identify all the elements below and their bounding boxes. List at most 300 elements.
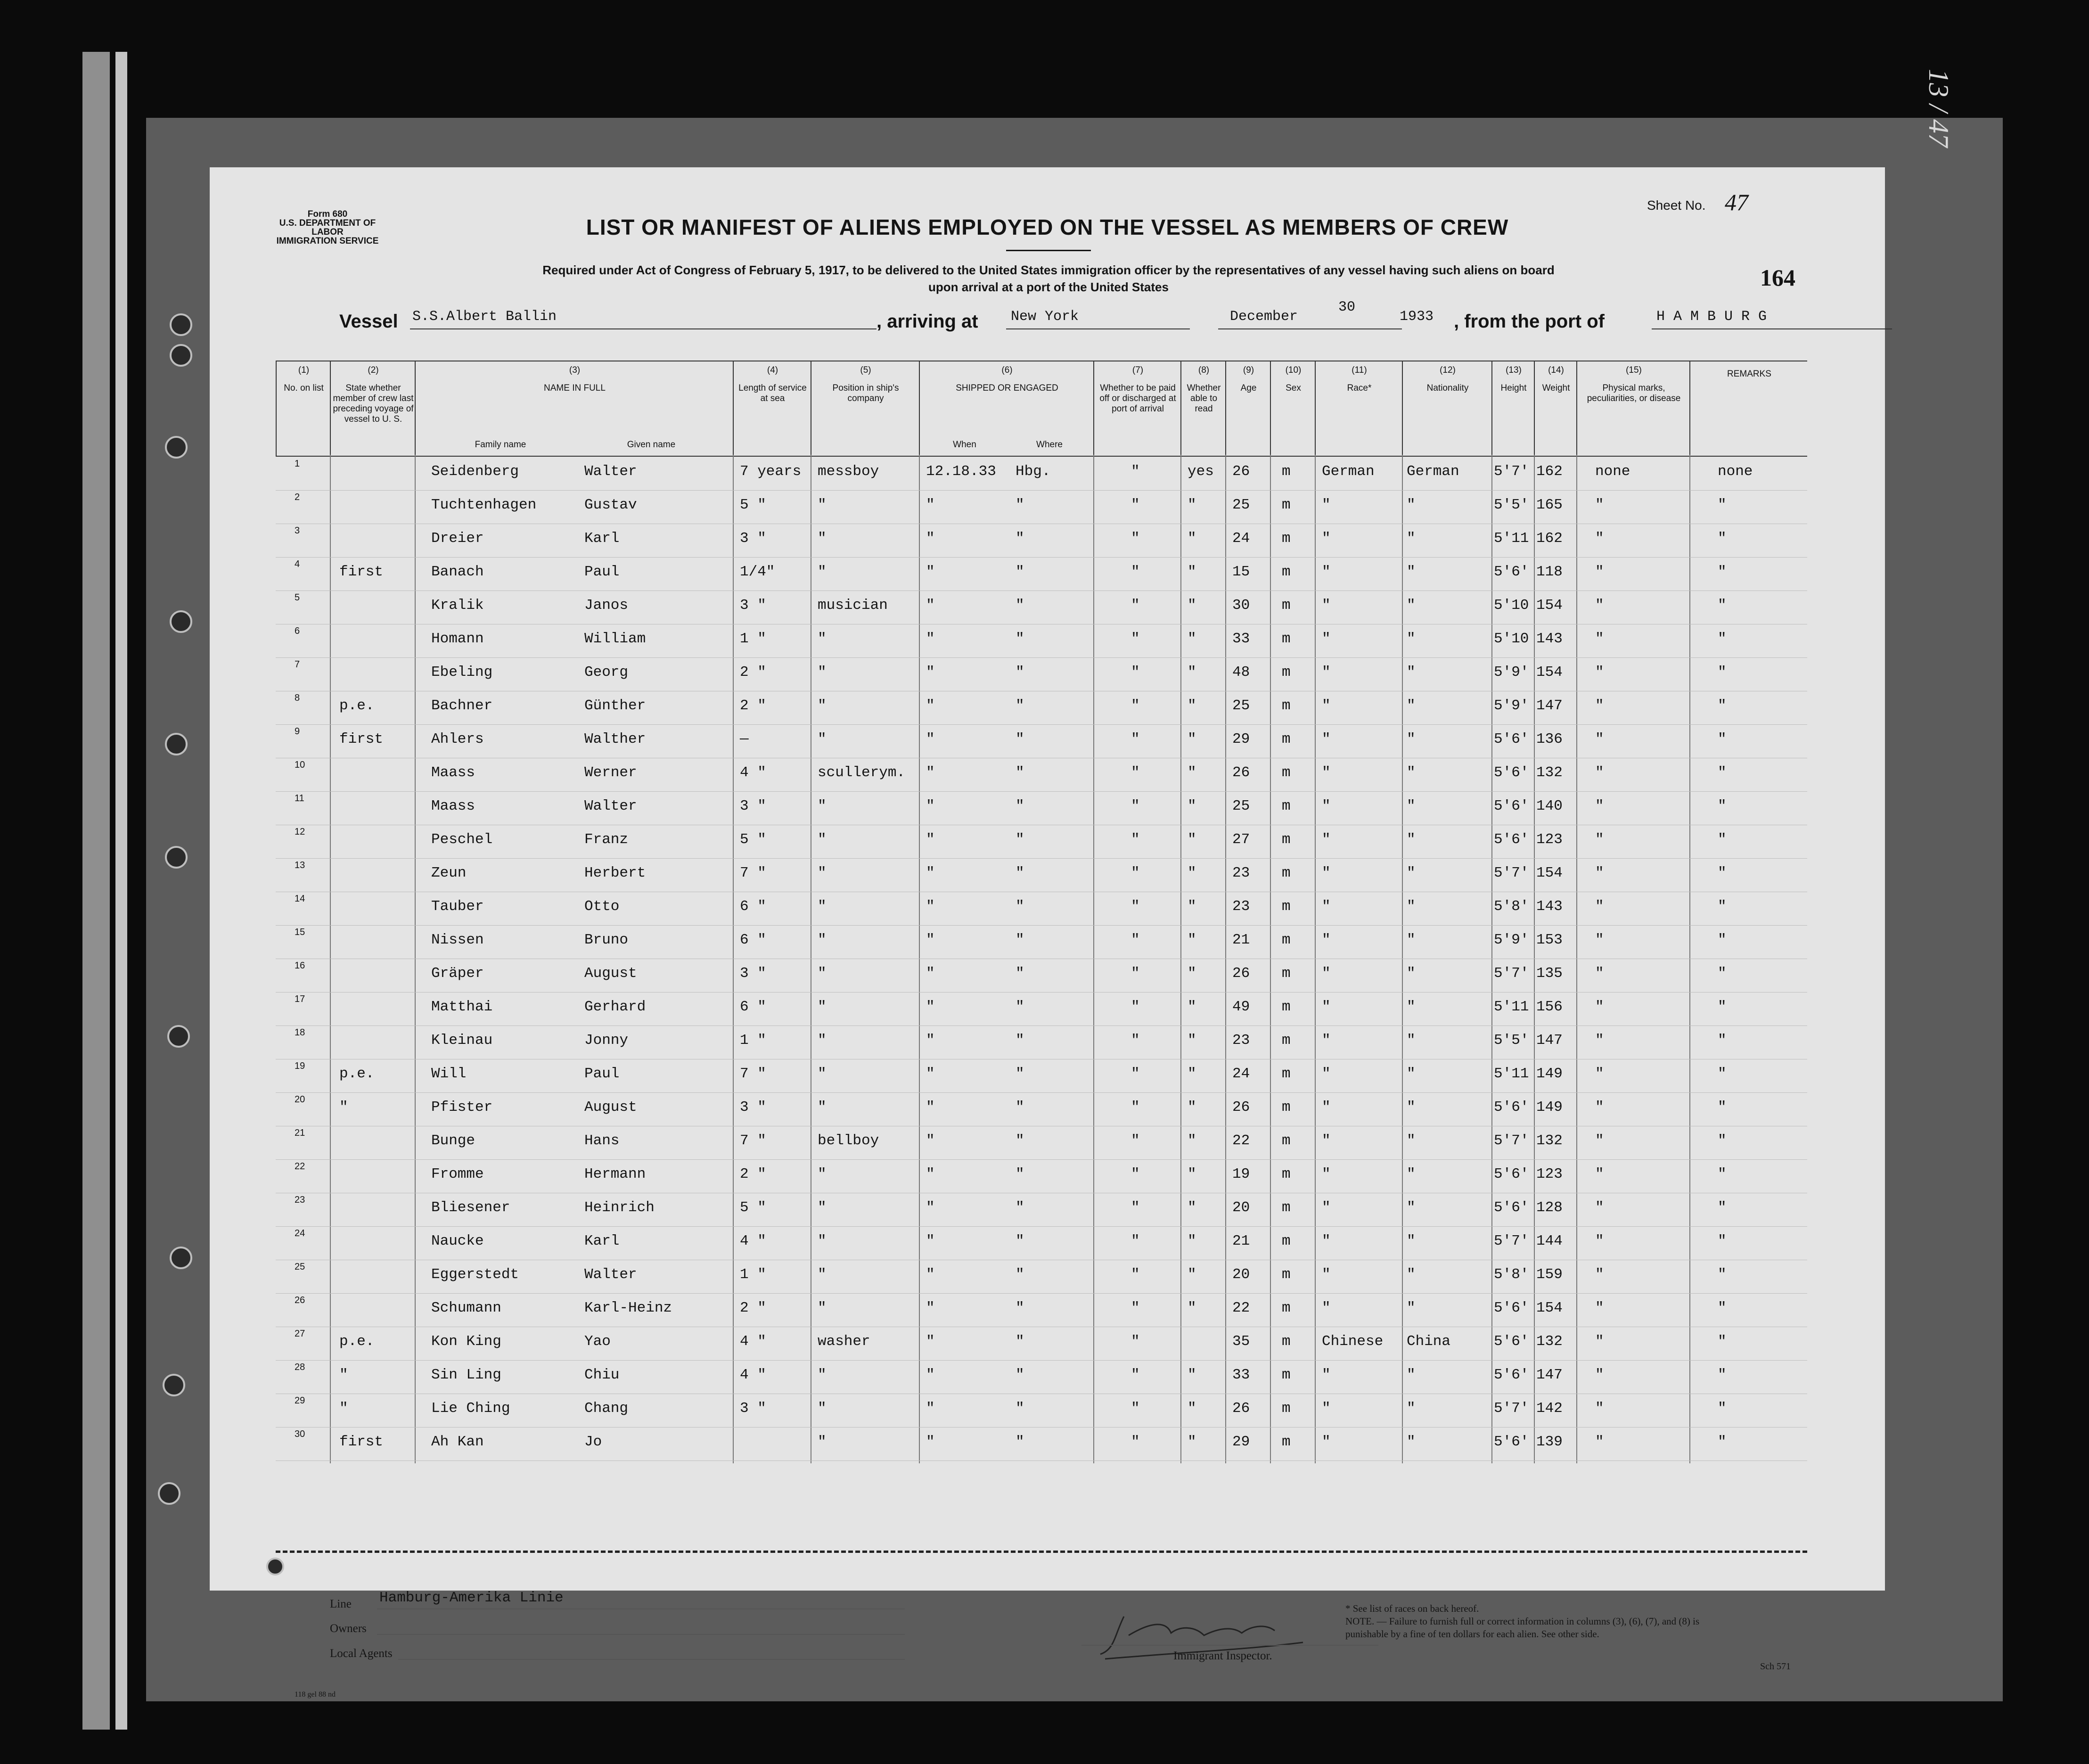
shipped-where-cell: " <box>1016 1400 1024 1417</box>
shipped-when-cell: " <box>926 564 935 580</box>
length-of-service-cell: 2 " <box>740 664 766 681</box>
age-cell: 25 <box>1232 697 1250 714</box>
sex-cell: m <box>1282 564 1291 580</box>
weight-cell: 154 <box>1536 1300 1563 1316</box>
nationality-cell: " <box>1407 1166 1416 1182</box>
paid-off-cell: " <box>1131 798 1140 814</box>
given-name-cell: Otto <box>584 898 620 915</box>
paid-off-cell: " <box>1131 597 1140 614</box>
age-cell: 26 <box>1232 764 1250 781</box>
weight-cell: 143 <box>1536 898 1563 915</box>
remarks-cell: " <box>1718 764 1727 781</box>
paid-off-cell: " <box>1131 1099 1140 1116</box>
height-cell: 5'11 <box>1494 1066 1529 1082</box>
table-header <box>276 361 1807 457</box>
remarks-cell: " <box>1718 631 1727 647</box>
height-cell: 5'7' <box>1494 1400 1529 1417</box>
sex-cell: m <box>1282 1166 1291 1182</box>
shipped-where-cell: " <box>1016 1300 1024 1316</box>
row-number-cell: 7 <box>295 659 300 670</box>
family-name-cell: Nissen <box>431 932 484 948</box>
shipped-where-cell: " <box>1016 497 1024 513</box>
punch-hole <box>165 436 188 459</box>
weight-cell: 154 <box>1536 664 1563 681</box>
table-row <box>276 589 1807 624</box>
race-cell: Chinese <box>1322 1333 1384 1350</box>
age-cell: 19 <box>1232 1166 1250 1182</box>
nationality-cell: China <box>1407 1333 1451 1350</box>
paid-off-cell: " <box>1131 1367 1140 1383</box>
given-name-cell: Franz <box>584 831 629 848</box>
family-name-cell: Maass <box>431 764 475 781</box>
race-cell: " <box>1322 1066 1331 1082</box>
height-cell: 5'11 <box>1494 530 1529 547</box>
row-number-cell: 29 <box>295 1395 305 1406</box>
family-name-cell: Seidenberg <box>431 463 519 480</box>
physical-marks-cell: " <box>1595 1266 1604 1283</box>
arrival-underline <box>1006 328 1190 329</box>
shipped-where-cell: " <box>1016 697 1024 714</box>
paid-off-cell: " <box>1131 999 1140 1015</box>
able-to-read-cell: " <box>1188 1300 1196 1316</box>
shipped-where-cell: " <box>1016 898 1024 915</box>
arrival-year: 1933 <box>1400 309 1434 325</box>
shipped-where-cell: " <box>1016 1367 1024 1383</box>
remarks-cell: " <box>1718 697 1727 714</box>
height-cell: 5'7' <box>1494 1233 1529 1249</box>
family-name-cell: Ahlers <box>431 731 484 747</box>
remarks-cell: " <box>1718 497 1727 513</box>
position-cell: " <box>818 1300 827 1316</box>
race-cell: " <box>1322 1199 1331 1216</box>
weight-cell: 149 <box>1536 1066 1563 1082</box>
physical-marks-cell: " <box>1595 530 1604 547</box>
race-cell: " <box>1322 631 1331 647</box>
shipped-where-cell: " <box>1016 1333 1024 1350</box>
paid-off-cell: " <box>1131 831 1140 848</box>
from-port-label: , from the port of <box>1454 311 1605 332</box>
height-cell: 5'6' <box>1494 798 1529 814</box>
table-row <box>276 1425 1807 1461</box>
weight-cell: 136 <box>1536 731 1563 747</box>
weight-cell: 156 <box>1536 999 1563 1015</box>
length-of-service-cell: 4 " <box>740 764 766 781</box>
weight-cell: 147 <box>1536 697 1563 714</box>
row-number-cell: 26 <box>295 1295 305 1305</box>
able-to-read-cell: " <box>1188 999 1196 1015</box>
vessel-label: Vessel <box>339 311 398 332</box>
family-name-cell: Zeun <box>431 865 467 881</box>
race-cell: " <box>1322 1233 1331 1249</box>
nationality-cell: " <box>1407 1132 1416 1149</box>
position-cell: " <box>818 932 827 948</box>
length-of-service-cell: 1 " <box>740 1266 766 1283</box>
length-of-service-cell: 2 " <box>740 1166 766 1182</box>
nationality-cell: " <box>1407 1266 1416 1283</box>
vessel-name: S.S.Albert Ballin <box>412 309 557 325</box>
remarks-cell: " <box>1718 1099 1727 1116</box>
paid-off-cell: " <box>1131 564 1140 580</box>
given-name-cell: Janos <box>584 597 629 614</box>
race-cell: " <box>1322 965 1331 982</box>
weight-cell: 162 <box>1536 463 1563 480</box>
header-number: (1) <box>298 365 310 375</box>
length-of-service-cell: 6 " <box>740 999 766 1015</box>
able-to-read-cell: " <box>1188 1400 1196 1417</box>
subtitle-line-1: Required under Act of Congress of February 5, 1917, to be delivered to the United States immigration officer by the representatives of any vessel having such aliens on board <box>542 263 1555 277</box>
race-cell: " <box>1322 731 1331 747</box>
sheet-number-label: Sheet No. <box>1647 198 1706 213</box>
line-label: Line <box>330 1598 352 1610</box>
header-label: Whether to be paid off or discharged at port of arrival <box>1099 383 1176 414</box>
header-label: State whether member of crew last preceding voyage of vessel to U. S. <box>333 383 414 424</box>
position-cell: " <box>818 530 827 547</box>
able-to-read-cell: " <box>1188 865 1196 881</box>
age-cell: 29 <box>1232 731 1250 747</box>
length-of-service-cell: 4 " <box>740 1367 766 1383</box>
given-name-cell: William <box>584 631 646 647</box>
row-number-cell: 10 <box>295 760 305 770</box>
shipped-where-cell: " <box>1016 664 1024 681</box>
header-col-remarks <box>1689 361 1808 456</box>
remarks-cell: " <box>1718 1266 1727 1283</box>
arrival-port: New York <box>1011 309 1079 325</box>
header-number: (5) <box>860 365 871 375</box>
punch-hole <box>158 1482 180 1505</box>
table-row <box>276 923 1807 959</box>
header-label: Weight <box>1542 383 1570 393</box>
physical-marks-cell: " <box>1595 597 1604 614</box>
remarks-cell: " <box>1718 564 1727 580</box>
physical-marks-cell: " <box>1595 1099 1604 1116</box>
able-to-read-cell: " <box>1188 1434 1196 1450</box>
previous-voyage-cell: first <box>339 1434 384 1450</box>
table-row <box>276 1157 1807 1193</box>
table-row <box>276 1057 1807 1093</box>
remarks-cell: " <box>1718 1333 1727 1350</box>
line-underline <box>377 1608 905 1609</box>
remarks-cell: " <box>1718 664 1727 681</box>
row-number-cell: 11 <box>295 793 304 804</box>
table-row <box>276 622 1807 658</box>
shipped-where-cell: " <box>1016 831 1024 848</box>
paid-off-cell: " <box>1131 731 1140 747</box>
able-to-read-cell: " <box>1188 1066 1196 1082</box>
paid-off-cell: " <box>1131 463 1140 480</box>
age-cell: 23 <box>1232 898 1250 915</box>
height-cell: 5'10 <box>1494 597 1529 614</box>
sex-cell: m <box>1282 1333 1291 1350</box>
shipped-when-cell: " <box>926 697 935 714</box>
race-cell: " <box>1322 999 1331 1015</box>
age-cell: 26 <box>1232 965 1250 982</box>
given-name-cell: Gerhard <box>584 999 646 1015</box>
header-number: (14) <box>1548 365 1564 375</box>
table-row <box>276 1124 1807 1160</box>
position-cell: messboy <box>818 463 879 480</box>
sex-cell: m <box>1282 463 1291 480</box>
position-cell: " <box>818 1032 827 1049</box>
line-value: Hamburg-Amerika Linie <box>379 1590 564 1606</box>
physical-marks-cell: " <box>1595 999 1604 1015</box>
height-cell: 5'6' <box>1494 1434 1529 1450</box>
weight-cell: 159 <box>1536 1266 1563 1283</box>
shipped-when-cell: " <box>926 731 935 747</box>
header-col-10 <box>1270 361 1316 456</box>
header-label: Sex <box>1286 383 1301 393</box>
row-number-cell: 23 <box>295 1195 305 1205</box>
physical-marks-cell: " <box>1595 932 1604 948</box>
weight-cell: 132 <box>1536 764 1563 781</box>
sex-cell: m <box>1282 597 1291 614</box>
sex-cell: m <box>1282 1032 1291 1049</box>
race-cell: " <box>1322 1266 1331 1283</box>
family-name-cell: Will <box>431 1066 467 1082</box>
document-title: LIST OR MANIFEST OF ALIENS EMPLOYED ON THE VESSEL AS MEMBERS OF CREW <box>586 215 1509 239</box>
shipped-when-cell: " <box>926 865 935 881</box>
able-to-read-cell: " <box>1188 697 1196 714</box>
table-row <box>276 756 1807 792</box>
family-name-cell: Eggerstedt <box>431 1266 519 1283</box>
weight-cell: 162 <box>1536 530 1563 547</box>
position-cell: scullerym. <box>818 764 906 781</box>
position-cell: " <box>818 831 827 848</box>
given-name-cell: Bruno <box>584 932 629 948</box>
sex-cell: m <box>1282 697 1291 714</box>
length-of-service-cell: 5 " <box>740 1199 766 1216</box>
paid-off-cell: " <box>1131 865 1140 881</box>
penalty-note: NOTE. — Failure to furnish full or correct information in columns (3), (6), (7), and (8) is punishable by a fine of ten dollars for each alien. See other side. <box>1345 1616 1700 1640</box>
height-cell: 5'6' <box>1494 831 1529 848</box>
table-row <box>276 656 1807 691</box>
height-cell: 5'7' <box>1494 965 1529 982</box>
sex-cell: m <box>1282 798 1291 814</box>
header-number: (11) <box>1352 365 1367 375</box>
previous-voyage-cell: p.e. <box>339 697 375 714</box>
table-row <box>276 990 1807 1026</box>
previous-voyage-cell: " <box>339 1367 348 1383</box>
nationality-cell: " <box>1407 1367 1416 1383</box>
punch-hole <box>170 344 192 367</box>
age-cell: 35 <box>1232 1333 1250 1350</box>
family-name-cell: Pfister <box>431 1099 493 1116</box>
header-col-5 <box>811 361 920 456</box>
race-cell: " <box>1322 865 1331 881</box>
sex-cell: m <box>1282 664 1291 681</box>
family-name-cell: Matthai <box>431 999 493 1015</box>
physical-marks-cell: " <box>1595 865 1604 881</box>
length-of-service-cell: 5 " <box>740 831 766 848</box>
age-cell: 26 <box>1232 1099 1250 1116</box>
height-cell: 5'6' <box>1494 1099 1529 1116</box>
header-col-12 <box>1402 361 1492 456</box>
table-row <box>276 1358 1807 1394</box>
given-name-cell: August <box>584 1099 637 1116</box>
given-name-cell: Hans <box>584 1132 620 1149</box>
family-name-cell: Maass <box>431 798 475 814</box>
previous-voyage-cell: p.e. <box>339 1333 375 1350</box>
shipped-where-cell: " <box>1016 564 1024 580</box>
header-col-9 <box>1225 361 1271 456</box>
length-of-service-cell: 6 " <box>740 898 766 915</box>
table-row <box>276 522 1807 558</box>
given-name-cell: Herbert <box>584 865 646 881</box>
title-underline <box>1006 250 1091 251</box>
shipped-when-cell: " <box>926 664 935 681</box>
remarks-cell: " <box>1718 1434 1727 1450</box>
header-col-6 <box>919 361 1094 456</box>
age-cell: 26 <box>1232 1400 1250 1417</box>
able-to-read-cell: " <box>1188 1166 1196 1182</box>
table-row <box>276 555 1807 591</box>
length-of-service-cell: 5 " <box>740 497 766 513</box>
table-row <box>276 957 1807 993</box>
sex-cell: m <box>1282 1233 1291 1249</box>
age-cell: 33 <box>1232 1367 1250 1383</box>
shipped-when-cell: " <box>926 1099 935 1116</box>
physical-marks-cell: " <box>1595 497 1604 513</box>
remarks-cell: " <box>1718 865 1727 881</box>
remarks-cell: " <box>1718 530 1727 547</box>
sex-cell: m <box>1282 631 1291 647</box>
physical-marks-cell: " <box>1595 1166 1604 1182</box>
physical-marks-cell: " <box>1595 1400 1604 1417</box>
weight-cell: 118 <box>1536 564 1563 580</box>
nationality-cell: " <box>1407 664 1416 681</box>
shipped-when-cell: " <box>926 898 935 915</box>
shipped-when-cell: " <box>926 1032 935 1049</box>
header-label: Whether able to read <box>1187 383 1221 414</box>
paid-off-cell: " <box>1131 1032 1140 1049</box>
remarks-cell: none <box>1718 463 1753 480</box>
able-to-read-cell: " <box>1188 1032 1196 1049</box>
position-cell: " <box>818 731 827 747</box>
shipped-when-cell: " <box>926 798 935 814</box>
nationality-cell: " <box>1407 1099 1416 1116</box>
age-cell: 22 <box>1232 1132 1250 1149</box>
previous-voyage-cell: " <box>339 1099 348 1116</box>
printer-mark: 118 gel 88 nd <box>295 1690 336 1698</box>
header-sublabel-given: Given name <box>627 440 676 450</box>
remarks-cell: " <box>1718 1199 1727 1216</box>
table-row <box>276 488 1807 524</box>
sex-cell: m <box>1282 831 1291 848</box>
height-cell: 5'5' <box>1494 1032 1529 1049</box>
position-cell: " <box>818 564 827 580</box>
paid-off-cell: " <box>1131 664 1140 681</box>
shipped-when-cell: " <box>926 530 935 547</box>
remarks-cell: " <box>1718 965 1727 982</box>
physical-marks-cell: " <box>1595 1132 1604 1149</box>
owners-underline <box>377 1634 905 1635</box>
race-cell: " <box>1322 564 1331 580</box>
position-cell: " <box>818 1400 827 1417</box>
shipped-when-cell: " <box>926 1400 935 1417</box>
table-row <box>276 1091 1807 1126</box>
length-of-service-cell: 2 " <box>740 1300 766 1316</box>
family-name-cell: Schumann <box>431 1300 501 1316</box>
table-row <box>276 890 1807 926</box>
nationality-cell: " <box>1407 898 1416 915</box>
family-name-cell: Kon King <box>431 1333 501 1350</box>
shipped-where-cell: " <box>1016 1166 1024 1182</box>
punch-hole <box>170 610 192 633</box>
paid-off-cell: " <box>1131 530 1140 547</box>
family-name-cell: Homann <box>431 631 484 647</box>
length-of-service-cell: 1/4" <box>740 564 775 580</box>
header-col-8 <box>1180 361 1226 456</box>
remarks-cell: " <box>1718 932 1727 948</box>
margin-pencil-note: 13 / 47 <box>1923 69 1954 148</box>
given-name-cell: Chang <box>584 1400 629 1417</box>
arriving-label: , arriving at <box>877 311 978 332</box>
height-cell: 5'9' <box>1494 697 1529 714</box>
able-to-read-cell: " <box>1188 1233 1196 1249</box>
weight-cell: 154 <box>1536 865 1563 881</box>
height-cell: 5'6' <box>1494 764 1529 781</box>
nationality-cell: " <box>1407 564 1416 580</box>
able-to-read-cell: " <box>1188 497 1196 513</box>
form-number: Form 680 <box>307 209 348 219</box>
height-cell: 5'9' <box>1494 932 1529 948</box>
race-cell: " <box>1322 831 1331 848</box>
physical-marks-cell: " <box>1595 631 1604 647</box>
weight-cell: 147 <box>1536 1032 1563 1049</box>
header-label: Height <box>1500 383 1527 393</box>
remarks-cell: " <box>1718 1166 1727 1182</box>
given-name-cell: Gustav <box>584 497 637 513</box>
paid-off-cell: " <box>1131 1434 1140 1450</box>
shipped-when-cell: " <box>926 1166 935 1182</box>
nationality-cell: " <box>1407 497 1416 513</box>
physical-marks-cell: " <box>1595 1199 1604 1216</box>
race-cell: " <box>1322 1099 1331 1116</box>
position-cell: " <box>818 697 827 714</box>
race-cell: " <box>1322 597 1331 614</box>
age-cell: 24 <box>1232 1066 1250 1082</box>
race-cell: " <box>1322 1300 1331 1316</box>
given-name-cell: Walter <box>584 798 637 814</box>
position-cell: " <box>818 898 827 915</box>
arrival-month: December <box>1230 309 1298 325</box>
shipped-where-cell: " <box>1016 1233 1024 1249</box>
header-col-15 <box>1576 361 1690 456</box>
shipped-where-cell: " <box>1016 1434 1024 1450</box>
shipped-when-cell: " <box>926 932 935 948</box>
family-name-cell: Banach <box>431 564 484 580</box>
table-row <box>276 1325 1807 1361</box>
given-name-cell: Karl <box>584 1233 620 1249</box>
departure-port: H A M B U R G <box>1656 309 1767 325</box>
local-agents-underline <box>398 1659 905 1660</box>
header-sublabel-when: When <box>953 440 976 450</box>
row-number-cell: 22 <box>295 1161 305 1172</box>
nationality-cell: " <box>1407 697 1416 714</box>
able-to-read-cell: " <box>1188 764 1196 781</box>
given-name-cell: Hermann <box>584 1166 646 1182</box>
length-of-service-cell: 3 " <box>740 1099 766 1116</box>
race-cell: " <box>1322 1166 1331 1182</box>
remarks-cell: " <box>1718 898 1727 915</box>
length-of-service-cell: 3 " <box>740 597 766 614</box>
punch-hole <box>170 1247 192 1269</box>
weight-cell: 154 <box>1536 597 1563 614</box>
sex-cell: m <box>1282 764 1291 781</box>
age-cell: 22 <box>1232 1300 1250 1316</box>
family-name-cell: Ebeling <box>431 664 493 681</box>
row-number-cell: 6 <box>295 626 300 636</box>
nationality-cell: " <box>1407 731 1416 747</box>
